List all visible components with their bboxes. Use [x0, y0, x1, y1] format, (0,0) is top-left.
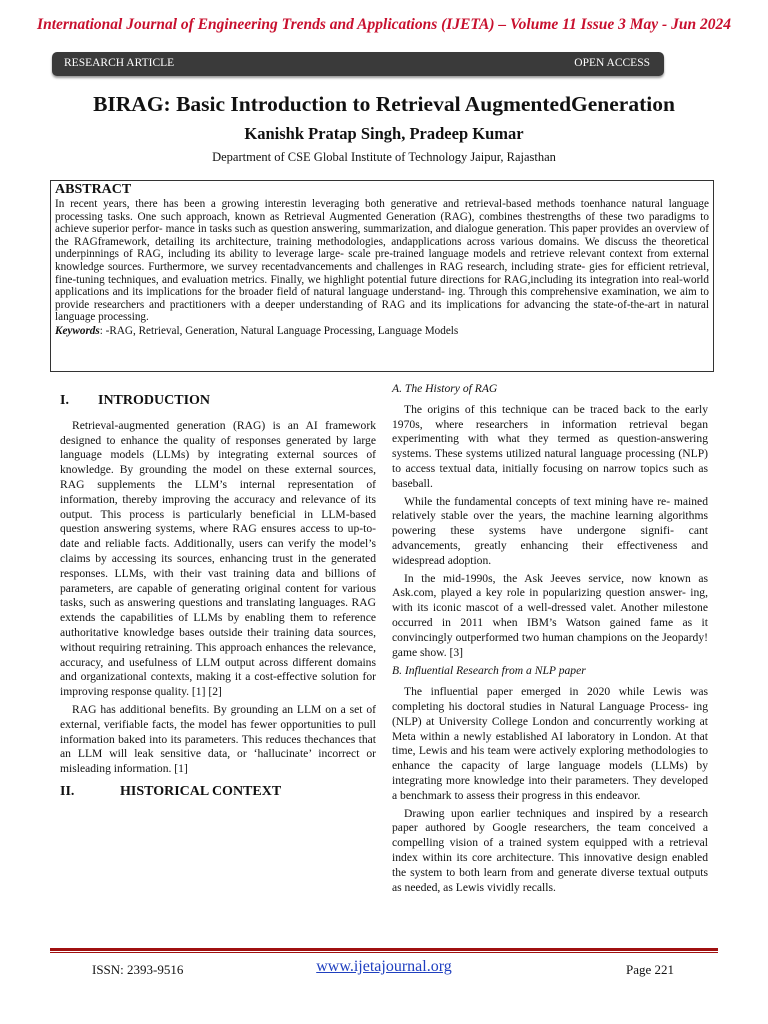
- paragraph: Drawing upon earlier techniques and inspired by a research paper authored by Google researchers, the team conceived a compelling vision of a trained system equipped with a retrieval index within its core architecture. This innovative design enabled the system to both learn from and generate diverse textual outputs as needed, as Lewis vividly recalls.: [392, 806, 708, 894]
- author-affiliation: Department of CSE Global Institute of Technology Jaipur, Rajasthan: [212, 150, 556, 164]
- section-heading-introduction: [60, 394, 376, 409]
- keywords-line: [55, 325, 709, 338]
- paper-authors: Kanishk Pratap Singh, Pradeep Kumar: [244, 124, 524, 143]
- paragraph: The influential paper emerged in 2020 while Lewis was completing his doctoral studies in Natural Language Process- ing (NLP) at University College London and concurrently working at Meta within a newly established AI laboratory in London. At that time, Lewis and his team were actively exploring methodologies to enhance the capacity of large language models (LLMs) by integrating more knowledge into their parameters. They developed a benchmark to assess their progress in this endeavor.: [392, 685, 708, 802]
- section-heading-historical-context: [60, 785, 376, 800]
- section-title: HISTORICAL CONTEXT: [120, 783, 282, 799]
- section-number: II.: [60, 783, 75, 799]
- paragraph: In the mid-1990s, the Ask Jeeves service, now known as Ask.com, played a key role in popularizing question answer- ing, with its iconic mascot of a well-dressed valet. Another milestone occurred in 2011 when IBM’s Watson gained fame as it convincingly outperformed two human champions on the Jeopardy! game show. [3]: [392, 571, 708, 659]
- paragraph: The origins of this technique can be traced back to the early 1970s, where researchers in information retrieval began experimenting with what they termed as question-answering systems. These systems utilized natural language processing (NLP) to access textual data, initially focusing on narrow topics such as baseball.: [392, 402, 708, 490]
- abstract-heading: ABSTRACT: [55, 182, 132, 197]
- journal-website-link[interactable]: www.ijetajournal.org: [316, 958, 452, 975]
- abstract-text: In recent years, there has been a growing interestin leveraging both generative and retrieval-based methods toenhance natural language processing tasks. One such approach, known as Retrieval Augmented Generation (RAG), combines thestrengths of these two paradigms to achieve superior perfor- mance in tasks such as question answering, summarization, and dialogue generation. This paper provides an overview of the RAGframework, detailing its architecture, training methodologies, andapplications across various domains. We discuss the theoretical underpinnings of RAG, including its ability to leverage large- scale pre-trained language models and retrieve relevant context from external knowledge sources. Furthermore, we survey recentadvancements and challenges in RAG research, including strate- gies for efficient retrieval, fine-tuning techniques, and evaluation metrics. Finally, we highlight potential future directions for RAG,including its integration into real-world applications and its implications for the broader field of natural language understand- ing. Through this comprehensive examination, we aim to provide researchers and practitioners with a deeper understanding of RAG and its implications for advancing the state-of-the-art in natural language processing.: [55, 198, 709, 324]
- research-article-label: RESEARCH ARTICLE: [64, 57, 175, 69]
- footer-issn: ISSN: 2393-9516: [92, 962, 184, 977]
- abstract-box: [50, 180, 714, 372]
- right-column: [392, 382, 708, 898]
- subsection-heading-history-of-rag: A. The History of RAG: [392, 382, 498, 395]
- keywords-text: : -RAG, Retrieval, Generation, Natural Language Processing, Language Models: [99, 324, 459, 337]
- journal-header: International Journal of Engineering Trends and Applications (IJETA) – Volume 11 Issue 3 May - Jun 2024: [37, 16, 731, 33]
- footer-divider: [50, 948, 718, 953]
- open-access-label: OPEN ACCESS: [574, 57, 650, 69]
- page-number: Page 221: [626, 962, 675, 977]
- paragraph: Retrieval-augmented generation (RAG) is an AI framework designed to enhance the quality of responses generated by large language models (LLMs) by integrating external sources of knowledge. By grounding the model on these external sources, RAG supplements the LLM’s internal representation of information, thereby improving the accuracy and relevance of its output. This process is particularly beneficial in LLM-based question answering systems, where RAG ensures access to up-to-date and reliable facts. Additionally, users can verify the model’s claims by accessing its sources, enhancing trust in the generated responses. LLMs, with their vast training data and billions of parameters, are capable of generating original content for various tasks, such as answering questions and translating languages. RAG extends the capabilities of LLMs by enabling them to reference authoritative knowledge bases outside their training data sources, without requiring retraining. This approach enhances the relevance, accuracy, and usefulness of LLM output across different domains and organizational contexts, making it a cost-effective solution for improving response quality. [1] [2]: [60, 418, 376, 699]
- paragraph: While the fundamental concepts of text mining have re- mained relatively stable over the years, the machine learning algorithms powering these systems have undergone signifi- cant advancements, greatly enhancing their effectiveness and widespread adoption.: [392, 494, 708, 567]
- section-title: INTRODUCTION: [98, 393, 211, 408]
- paper-title: BIRAG: Basic Introduction to Retrieval AugmentedGeneration: [93, 92, 675, 116]
- left-column: [60, 388, 376, 810]
- keywords-label: Keywords: [55, 324, 100, 337]
- article-banner: [52, 52, 664, 76]
- subsection-heading-influential-research: B. Influential Research from a NLP paper: [392, 664, 586, 678]
- section-number: I.: [60, 393, 69, 408]
- paragraph: RAG has additional benefits. By grounding an LLM on a set of external, verifiable facts, the model has fewer opportunities to pull information baked into its parameters. This reduces thechances that an LLM will leak sensitive data, or ‘hallucinate’ incorrect or misleading information. [1]: [60, 702, 376, 776]
